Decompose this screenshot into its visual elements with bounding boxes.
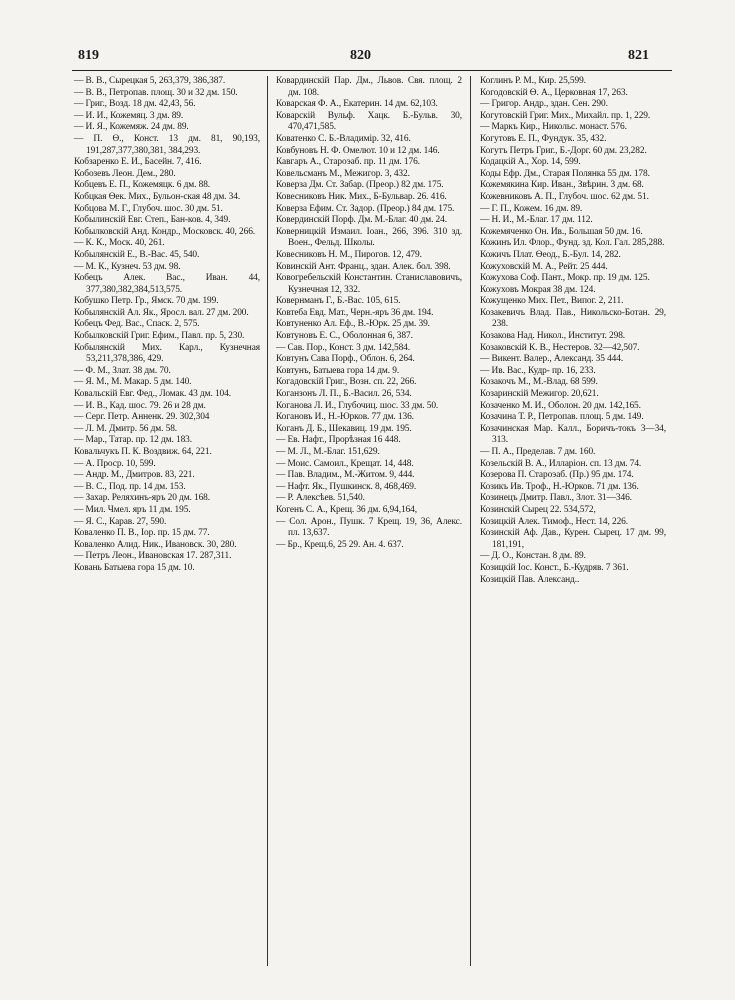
directory-entry: Ковернманъ Г., Б.-Вас. 105, 615. (276, 296, 401, 307)
directory-entry: Козицкій Пав. Александ.. (480, 574, 580, 585)
directory-entry: Козинскій Аф. Дав., Курен. Сырец. 17 дм. 99, 181,191, (480, 528, 666, 550)
directory-entry: — Ф. М., Злат. 38 дм. 70. (74, 365, 171, 376)
directory-entry: — В. В., Сырецкая 5, 263,379, 386,387. (74, 76, 226, 86)
directory-entry: — Л. М. Дмитр. 56 дм. 58. (74, 423, 178, 434)
directory-entry: Коверза Дм. Ст. Забар. (Преор.) 82 дм. 175. (276, 180, 444, 191)
directory-entry: — П. А., Пределав. 7 дм. 160. (480, 447, 596, 457)
directory-entry: — Маркъ Кир., Никольс. монаст. 576. (480, 122, 627, 133)
directory-entry: Козачина Т. Р., Петропав. площ. 5 дм. 149. (480, 412, 644, 423)
column-divider-1 (267, 76, 268, 966)
page-number-right: 821 (628, 48, 649, 63)
directory-entry: Кобецъ Алек. Вас., Иван. 44, 377,380,382,384,513,575. (74, 273, 260, 295)
directory-entry: Кожичъ Плат. Ѳеод., Б.-Бул. 14, 282. (480, 249, 621, 260)
directory-entry: Кобылинскій Евг. Степ., Бан-ков. 4, 349. (74, 215, 231, 226)
directory-entry: Козицкій Алек. Тимоф., Нест. 14, 226. (480, 516, 628, 527)
directory-entry: Кожухова Соф. Пант., Мокр. пр. 19 дм. 125. (480, 273, 650, 284)
directory-entry: Когутъ Петръ Григ., Б.-Дорг. 60 дм. 23,282. (480, 145, 647, 156)
directory-entry: Ковтуненко Ал. Еф., В.-Юрк. 25 дм. 39. (276, 319, 430, 330)
directory-entry: Ковесниковъ Н. М., Пирогов. 12, 479. (276, 249, 422, 260)
directory-entry: — И. И., Кожемяц. 3 дм. 89. (74, 110, 184, 121)
directory-entry: Когановъ И., Н.-Юрков. 77 дм. 136. (276, 412, 414, 423)
directory-entry: Коганова Л. И., Глубочиц. шос. 33 дм. 50. (276, 400, 439, 411)
directory-entry: Козицкій Іос. Конст., Б.-Кудряв. 7 361. (480, 562, 629, 573)
directory-entry: — М. К., Кузнеч. 53 дм. 98. (74, 261, 181, 272)
directory-entry: Кожущенко Мих. Пет., Випог. 2, 211. (480, 296, 624, 307)
directory-entry: — Г. П., Кожем. 16 дм. 89. (480, 203, 583, 214)
directory-entry: Кобцова М. Г., Глубоч. шос. 30 дм. 51. (74, 203, 223, 214)
directory-entry: Козаринскій Межигор. 20,621. (480, 389, 599, 400)
directory-entry: Когенъ С. А., Крещ. 36 дм. 6,94,164, (276, 504, 417, 515)
directory-entry: Кобылковскій Анд. Кондр., Московск. 40, 266. (74, 226, 256, 237)
directory-entry: — В. В., Петропав. площ. 30 и 32 дм. 150. (74, 87, 238, 98)
directory-entry: — Я. С., Карав. 27, 590. (74, 516, 167, 527)
directory-entry: — И. Я., Кожемяж. 24 дм. 89. (74, 122, 189, 133)
directory-entry: — Нафт. Як., Пушкинск. 8, 468,469. (276, 481, 417, 492)
directory-entry: — Андр. М., Дмитров. 83, 221. (74, 470, 195, 481)
directory-entry: Козинскій Сырец 22. 534,572, (480, 504, 596, 515)
directory-entry: Ковтеба Евд. Мат., Черн.-яръ 36 дм. 194. (276, 307, 434, 318)
directory-entry: Кобцкая Ѳек. Мих., Бульон-ская 48 дм. 34. (74, 191, 241, 202)
directory-entry: Кобозевъ Леон. Дем., 280. (74, 168, 176, 179)
directory-entry: Кожемяченко Он. Ив., Большая 50 дм. 16. (480, 226, 643, 237)
directory-entry: Ковбуновъ Н. Ф. Омелют. 10 и 12 дм. 146. (276, 145, 440, 156)
directory-entry: Кобылянскій Е., В.-Вас. 45, 540. (74, 249, 200, 260)
directory-entry: Кобылянскій Мих. Карл., Кузнечная 53,211,378,386, 429. (74, 342, 260, 365)
directory-entry: Коганъ Д. Б., Шекавиц. 19 дм. 195. (276, 423, 412, 434)
directory-entry: — Ев. Нафт., Прорѣзная 16 448. (276, 435, 401, 446)
directory-entry: Ковальскій Евг. Фед., Ломак. 43 дм. 104. (74, 389, 231, 400)
directory-entry: Коганзонъ Л. П., Б.-Васил. 26, 534. (276, 389, 412, 400)
directory-entry: — Я. М., М. Макар. 5 дм. 140. (74, 377, 192, 388)
directory-entry: Коватенко С. Б.-Владимір. 32, 416. (276, 133, 411, 144)
directory-entry: Козакова Над. Никол., Институт. 298. (480, 331, 626, 342)
directory-entry: Когадовскій Григ., Возн. сп. 22, 266. (276, 377, 417, 388)
directory-entry: — Захар. Реляхинъ-яръ 20 дм. 168. (74, 493, 211, 504)
directory-entry: Ковтуновъ Е. С., Оболонная 6, 387. (276, 331, 413, 342)
directory-entry: — Н. И., М.-Благ. 17 дм. 112. (480, 215, 593, 226)
directory-entry: Кобылянскій Ал. Як., Яросл. вал. 27 дм. 200. (74, 307, 249, 318)
column-3 (480, 76, 666, 586)
directory-entry: Кобцевъ Е. П., Кожемяцк. 6 дм. 88. (74, 180, 211, 191)
directory-entry: — Викент. Валер., Александ. 35 444. (480, 354, 624, 365)
directory-entry: Коваленко П. В., Іор. пр. 15 дм. 77. (74, 528, 210, 539)
column-2 (276, 76, 462, 551)
directory-entry: Козакевичъ Влад. Пав., Никольско-Ботан. 29, 238. (480, 307, 666, 330)
page-number-middle: 820 (350, 48, 371, 63)
directory-entry: Козинецъ Дмитр. Павл., Злот. 31—346. (480, 493, 632, 504)
directory-entry: Козачинская Мар. Калл., Боричъ-токъ 3—34, 313. (480, 423, 666, 446)
directory-entry: Ковердинскій Порф. Дм. М.-Благ. 40 дм. 24. (276, 215, 447, 226)
directory-entry: Кобылковскій Григ. Ефим., Павл. пр. 5, 230. (74, 331, 245, 342)
directory-entry: Кобушко Петр. Гр., Ямск. 70 дм. 199. (74, 296, 219, 307)
directory-entry: — Сол. Арон., Пушк. 7 Крещ. 19, 36, Алекс. пл. 13,637. (276, 516, 462, 539)
directory-entry: Кобзаренко Е. И., Басейн. 7, 416. (74, 157, 202, 168)
directory-entry: Коварскій Вульф. Хацк. Б.-Бульв. 30, 470,471,585. (276, 110, 462, 133)
directory-entry: — М. Л., М.-Благ. 151,629. (276, 447, 380, 457)
directory-entry: Кавгаръ А., Староэаб. пр. 11 дм. 176. (276, 157, 420, 168)
directory-entry: Коверза Ефим. Ст. Задор. (Преор.) 84 дм. 175. (276, 203, 455, 214)
directory-entry: — И. В., Кад. шос. 79. 26 и 28 дм. (74, 400, 206, 411)
directory-entry: Козерова П. Староэаб. (Пр.) 95 дм. 174. (480, 470, 634, 481)
directory-entry: — Р. Алексѣев. 51,540. (276, 493, 365, 504)
directory-entry: Когодовскій Ѳ. А., Церковная 17, 263. (480, 87, 628, 98)
directory-entry: Кожуховъ Мокрая 38 дм. 124. (480, 284, 596, 295)
directory-entry: Когутовъ Е. П., Фундук. 35, 432. (480, 133, 607, 144)
directory-entry: — Пав. Владим., М.-Житом. 9, 444. (276, 470, 415, 481)
directory-entry: — Петръ Леон., Ивановская 17. 287,311. (74, 551, 232, 562)
directory-entry: Ковесниковъ Ник. Мих., Б-Бульвар. 26. 416. (276, 191, 447, 202)
directory-entry: — А. Проср. 10, 599. (74, 458, 156, 469)
directory-entry: Кожуховскій М. А., Рейт. 25 444. (480, 261, 608, 272)
directory-entry: Козаковскій К. В., Нестеров. 32—42,507. (480, 342, 640, 353)
directory-entry: Ковань Батыева гора 15 дм. 10. (74, 562, 195, 573)
directory-entry: Козикъ Ив. Троф., Н.-Юрков. 71 дм. 136. (480, 481, 639, 492)
directory-entry: Ковтунъ, Батыева гора 14 дм. 9. (276, 365, 400, 376)
directory-entry: Ковельсманъ М., Межигор. 3, 432. (276, 168, 410, 179)
directory-entry: Ковинскій Ант. Франц., здан. Алек. бол. 398. (276, 261, 451, 272)
directory-entry: — Ив. Вас., Кудр- пр. 16, 233. (480, 365, 596, 376)
directory-entry: — Моис. Самоил., Крещат. 14, 448. (276, 458, 414, 469)
directory-entry: Коварская Ф. А., Екатерин. 14 дм. 62,103. (276, 99, 438, 110)
page-number-left: 819 (78, 48, 99, 63)
directory-entry: Козельскій В. А., Илларіон. сп. 13 дм. 74. (480, 458, 642, 469)
directory-entry: Ковальчукъ П. К. Воздвиж. 64, 221. (74, 447, 212, 457)
directory-entry: — Мар., Татар. пр. 12 дм. 183. (74, 435, 193, 446)
column-divider-2 (470, 76, 471, 966)
directory-entry: Козаченко М. И., Оболон. 20 дм. 142,165. (480, 400, 641, 411)
directory-entry: Кожевниковъ А. П., Глубоч. шос. 62 дм. 51. (480, 191, 649, 202)
header-rule (72, 70, 672, 71)
directory-entry: Ковтунъ Сава Порф., Облон. 6, 264. (276, 354, 415, 365)
directory-entry: — Серг. Петр. Анненк. 29. 302,304 (74, 412, 210, 423)
directory-entry: Кодацкій А., Хор. 14, 599. (480, 157, 581, 168)
directory-entry: Кожемякина Кир. Иван., Звѣрин. 3 дм. 68. (480, 180, 644, 191)
column-1 (74, 76, 260, 575)
directory-entry: — Григор. Андр., здан. Сен. 290. (480, 99, 608, 110)
directory-entry: Коваленко Алид. Ник., Ивановск. 30, 280. (74, 539, 237, 550)
directory-entry: Кожинъ Ил. Флор., Фунд. зд. Кол. Гал. 285,288. (480, 238, 665, 249)
directory-entry: Коглинъ Р. М., Кир. 25,599. (480, 76, 586, 86)
directory-entry: Когутовскій Григ. Мих., Михайл. пр. 1, 229. (480, 110, 651, 121)
directory-entry: Коды Ефр. Дм., Старая Полянка 55 дм. 178. (480, 168, 650, 179)
directory-entry: — Григ., Возд. 18 дм. 42,43, 56. (74, 99, 196, 110)
directory-entry: — Сав. Пор., Конст. 3 дм. 142,584. (276, 342, 410, 353)
directory-entry: Козакочъ М., М.-Влад. 68 599. (480, 377, 598, 388)
directory-entry: — П. Ѳ., Конст. 13 дм. 81, 90,193, 191,287,377,380,381, 384,293. (74, 133, 260, 156)
directory-entry: Ковардинскій Пар. Дм., Львов. Свя. площ. 2 дм. 108. (276, 76, 462, 98)
directory-entry: — В. С., Под. пр. 14 дм. 153. (74, 481, 186, 492)
directory-entry: — К. К., Моск. 40, 261. (74, 238, 165, 249)
directory-entry: — Мил. Чмел. яръ 11 дм. 195. (74, 504, 191, 515)
directory-entry: Ковогребельскій Константин. Станиславовичъ, Кузнечная 12, 332. (276, 273, 462, 295)
directory-entry: Кобецъ Фед. Вас., Спаск. 2, 575. (74, 319, 200, 330)
directory-entry: Коверницкій Измаил. Іоан., 266, 396. 310 зд. Воен., Фельд. Школы. (276, 226, 462, 249)
directory-entry: — Д. О., Констан. 8 дм. 89. (480, 551, 586, 562)
directory-entry: — Бр., Крещ.6, 25 29. Ан. 4. 637. (276, 539, 404, 550)
